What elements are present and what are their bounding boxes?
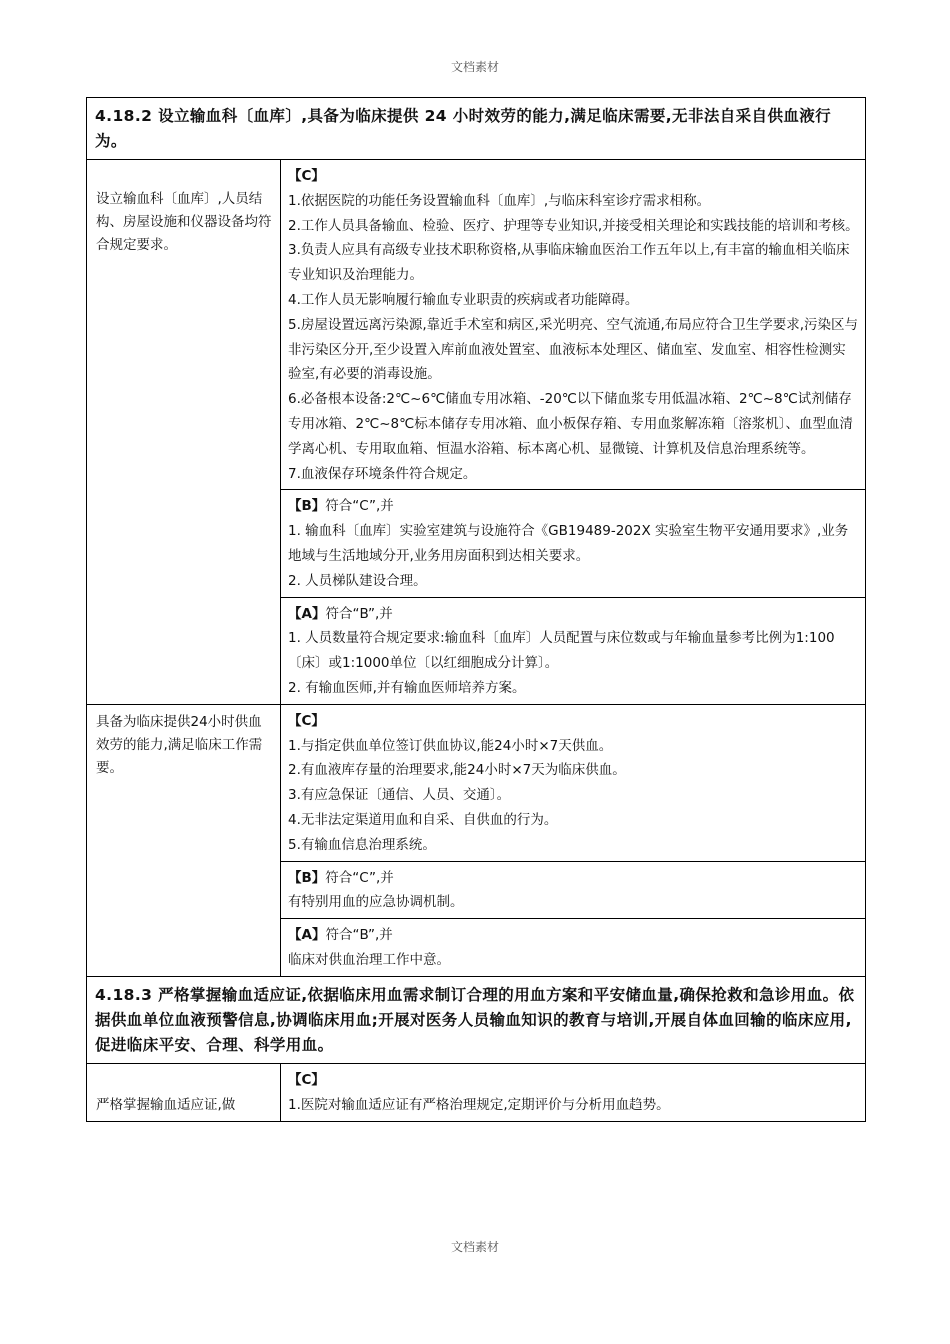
grade-c-title: 【C】 xyxy=(288,712,325,729)
grade-a-title: 【A】 xyxy=(288,927,326,944)
criterion-item: 1.医院对输血适应证有严格治理规定,定期评价与分析用血趋势。 xyxy=(288,1096,670,1113)
criterion-item: 4.无非法定渠道用血和自采、自供血的行为。 xyxy=(288,811,558,828)
grade-b-block xyxy=(281,861,866,919)
criterion-item: 有特别用血的应急协调机制。 xyxy=(288,894,464,911)
criterion-item: 5.房屋设置远离污染源,靠近手术室和病区,采光明亮、空气流通,布局应符合卫生学要求,污染区与非污染区分开,至少设置入库前血液处置室、血液标本处理区、储血室、发血室、相容性检测实验室,有必要的消毒设施。 xyxy=(288,316,859,383)
grade-a-suffix: 符合“B”,并 xyxy=(325,927,393,944)
criterion-item: 6.必备根本设备:2℃~6℃储血专用冰箱、-20℃以下储血浆专用低温冰箱、2℃~8℃试剂储存专用冰箱、2℃~8℃标本储存专用冰箱、血小板保存箱、专用血浆解冻箱〔溶浆机〕、血型血清学离心机、专用取血箱、恒温水浴箱、标本离心机、显微镜、计算机及信息治理系统等。 xyxy=(288,391,854,457)
criterion-item: 5.有输血信息治理系统。 xyxy=(288,836,436,853)
criterion-item: 3.有应急保证〔通信、人员、交通〕。 xyxy=(288,787,511,804)
requirement-label: 具备为临床提供24小时供血效劳的能力,满足临床工作需要。 xyxy=(87,704,281,976)
criterion-item: 2.工作人员具备输血、检验、医疗、护理等专业知识,并接受相关理论和实践技能的培训和考核。 xyxy=(288,217,859,234)
grade-c-block xyxy=(281,1063,866,1121)
watermark-bottom: 文档素材 xyxy=(450,1240,499,1254)
requirement-label: 设立输血科〔血库〕,人员结构、房屋设施和仪器设备均符合规定要求。 xyxy=(87,160,281,705)
grade-c-block xyxy=(281,704,866,861)
section-heading-4-18-3: 4.18.3 严格掌握输血适应证,依据临床用血需求制订合理的用血方案和平安储血量,确保抢救和急诊用血。依据供血单位血液预警信息,协调临床用血;开展对医务人员输血知识的教育与培训,开展自体血回输的临床应用,促进临床平安、合理、科学用血。 xyxy=(87,976,866,1063)
criterion-item: 临床对供血治理工作中意。 xyxy=(288,951,450,968)
criterion-item: 3.负责人应具有高级专业技术职称资格,从事临床输血医治工作五年以上,有丰富的输血相关临床专业知识及治理能力。 xyxy=(288,242,850,284)
criterion-item: 2. 有输血医师,并有输血医师培养方案。 xyxy=(288,679,526,696)
grade-b-suffix: 符合“C”,并 xyxy=(325,498,394,515)
grade-b-title: 【B】 xyxy=(288,869,326,886)
grade-b-suffix: 符合“C”,并 xyxy=(325,869,394,886)
criterion-item: 1. 人员数量符合规定要求:输血科〔血库〕人员配置与床位数或与年输血量参考比例为1:100〔床〕或1:1000单位〔以红细胞成分计算〕。 xyxy=(288,630,835,672)
criterion-item: 2.有血液库存量的治理要求,能24小时×7天为临床供血。 xyxy=(288,762,626,779)
grade-c-title: 【C】 xyxy=(288,168,325,184)
grade-b-block xyxy=(281,490,866,597)
grade-c-title: 【C】 xyxy=(288,1071,325,1088)
grade-a-suffix: 符合“B”,并 xyxy=(325,605,393,622)
standards-table xyxy=(86,97,866,1122)
grade-a-block xyxy=(281,919,866,977)
criterion-item: 7.血液保存环境条件符合规定。 xyxy=(288,465,477,482)
criterion-item: 2. 人员梯队建设合理。 xyxy=(288,572,427,589)
grade-a-block xyxy=(281,597,866,704)
watermark-top: 文档素材 xyxy=(450,60,499,74)
grade-b-title: 【B】 xyxy=(288,498,326,515)
criterion-item: 1.与指定供血单位签订供血协议,能24小时×7天供血。 xyxy=(288,737,613,754)
criterion-item: 1.依据医院的功能任务设置输血科〔血库〕,与临床科室诊疗需求相称。 xyxy=(288,192,711,209)
criterion-item: 4.工作人员无影响履行输血专业职责的疾病或者功能障碍。 xyxy=(288,291,639,308)
criterion-item: 1. 输血科〔血库〕实验室建筑与设施符合《GB19489-202X 实验室生物平安通用要求》,业务地域与生活地域分开,业务用房面积到达相关要求。 xyxy=(288,523,849,564)
section-heading-4-18-2: 4.18.2 设立输血科〔血库〕,具备为临床提供 24 小时效劳的能力,满足临床需要,无非法自采自供血液行为。 xyxy=(87,98,866,160)
grade-c-block xyxy=(281,160,866,490)
requirement-label: 严格掌握输血适应证,做 xyxy=(87,1063,281,1121)
grade-a-title: 【A】 xyxy=(288,605,326,622)
